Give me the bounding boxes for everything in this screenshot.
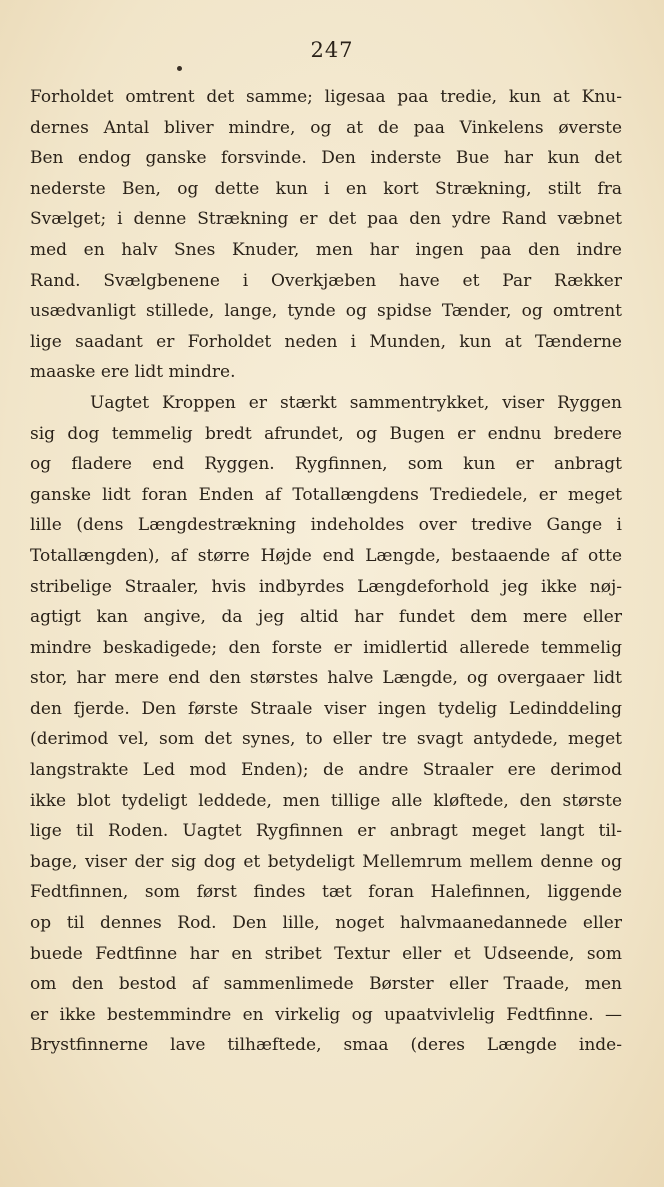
text-line: bage, viser der sig dog et betydeligt Mellemrum mellem denne og xyxy=(30,851,622,872)
text-line: den fjerde. Den første Straale viser ingen tydelig Ledinddeling xyxy=(30,698,622,719)
text-line: dernes Antal bliver mindre, og at de paa Vinkelens øverste xyxy=(30,117,622,138)
text-line: op til dennes Rod. Den lille, noget halvmaanedannede eller xyxy=(30,913,622,934)
ink-speck xyxy=(177,66,182,71)
body-text xyxy=(30,82,622,1061)
text-line: Forholdet omtrent det samme; ligesaa paa tredie, kun at Knu- xyxy=(30,87,622,107)
text-line: er ikke bestemmindre en virkelig og upaatvivlelig Fedtfinne. — xyxy=(30,1004,622,1025)
text-line: stribelige Straaler, hvis indbyrdes Længdeforhold jeg ikke nøj- xyxy=(30,576,622,597)
text-line: sig dog temmelig bredt afrundet, og Bugen er endnu bredere xyxy=(30,423,622,444)
text-line: med en halv Snes Knuder, men har ingen paa den indre xyxy=(30,239,622,260)
text-line: mindre beskadigede; den forste er imidlertid allerede temmelig xyxy=(30,637,622,658)
text-line: usædvanligt stillede, lange, tynde og spidse Tænder, og omtrent xyxy=(30,301,622,322)
text-line: og fladere end Ryggen. Rygfinnen, som kun er anbragt xyxy=(30,454,622,475)
text-line: lille (dens Længdestrækning indeholdes over tredive Gange i xyxy=(30,515,622,536)
text-line: Brystfinnerne lave tilhæftede, smaa (deres Længde inde- xyxy=(30,1035,622,1056)
text-line: Fedtfinnen, som først findes tæt foran Halefinnen, liggende xyxy=(30,882,622,903)
text-line: om den bestod af sammenlimede Børster eller Traade, men xyxy=(30,974,622,995)
text-line: Rand. Svælgbenene i Overkjæben have et Par Rækker xyxy=(30,270,622,291)
text-line: (derimod vel, som det synes, to eller tre svagt antydede, meget xyxy=(30,729,622,750)
text-line: ganske lidt foran Enden af Totallængdens Trediedele, er meget xyxy=(30,484,622,505)
text-line: lige til Roden. Uagtet Rygfinnen er anbragt meget langt til- xyxy=(30,821,622,842)
text-line: agtigt kan angive, da jeg altid har fundet dem mere eller xyxy=(30,607,622,628)
text-line: buede Fedtfinne har en stribet Textur eller et Udseende, som xyxy=(30,943,622,964)
text-line: Svælget; i denne Strækning er det paa den ydre Rand væbnet xyxy=(30,209,622,230)
text-line: Uagtet Kroppen er stærkt sammentrykket, viser Ryggen xyxy=(90,392,622,413)
page-number: 247 xyxy=(310,38,354,62)
text-line: maaske ere lidt mindre. xyxy=(30,362,236,383)
text-line: ikke blot tydeligt leddede, men tillige alle kløftede, den største xyxy=(30,790,622,811)
text-line: nederste Ben, og dette kun i en kort Strækning, stilt fra xyxy=(30,178,622,199)
text-line: stor, har mere end den størstes halve Længde, og overgaaer lidt xyxy=(30,668,622,689)
text-line: langstrakte Led mod Enden); de andre Straaler ere derimod xyxy=(30,760,622,781)
text-line: lige saadant er Forholdet neden i Munden, kun at Tænderne xyxy=(30,331,622,352)
text-line: Ben endog ganske forsvinde. Den inderste Bue har kun det xyxy=(30,148,622,169)
text-line: Totallængden), af større Højde end Længde, bestaaende af otte xyxy=(30,545,622,566)
